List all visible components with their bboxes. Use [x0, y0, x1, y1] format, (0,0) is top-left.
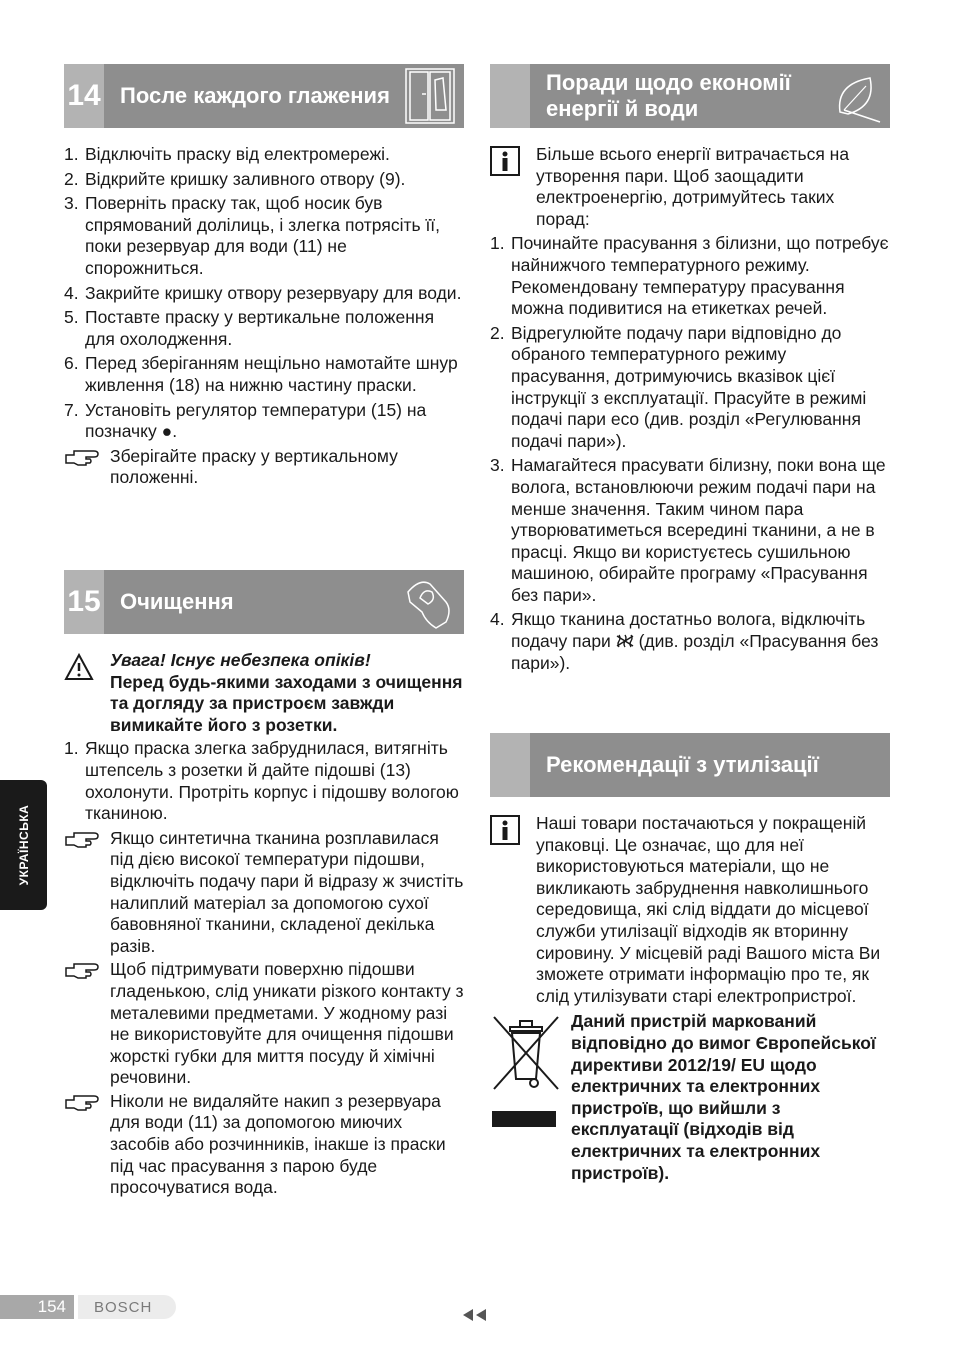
brand-label: BOSCH — [78, 1295, 176, 1319]
steps-list — [64, 144, 464, 443]
pointing-hand-icon — [64, 829, 100, 851]
note — [64, 1091, 464, 1199]
section-15-header — [64, 570, 464, 634]
list-item: 2. Відкрийте кришку заливного отвору (9). — [64, 168, 406, 189]
section-title: Поради щодо економії енергії й води — [546, 70, 791, 121]
note-text: Зберігайте праску у вертикальному положенні. — [110, 445, 398, 488]
list-item: 1. Якщо праска злегка забруднилася, витягніть штепсель з розетки й дайте підошві (13) охолонути. Протріть корпус і підошву вологою тканиною. — [64, 738, 459, 824]
section-title: Рекомендації з утилізації — [546, 752, 819, 777]
pointing-hand-icon — [64, 1092, 100, 1114]
note — [64, 446, 464, 489]
energy-header — [490, 64, 890, 128]
list-item: 1. Відключіть праску від електромережі. — [64, 144, 390, 164]
list-item: 7. Установіть регулятор температури (15) на позначку ●. — [64, 399, 427, 442]
leaf-icon — [826, 66, 886, 126]
steps-list — [490, 233, 890, 606]
disposal-header — [490, 733, 890, 797]
section-title: После каждого глажения — [120, 83, 390, 108]
section-15-body — [64, 650, 464, 1201]
weee-bin-icon — [490, 1013, 562, 1129]
list-item: 2. Відрегулюйте подачу пари відповідно до обраного температурного режиму прасування, дотримуючись вказівок цієї інструкції з експлуатації. Прасуйте в режимі подачі пари eco (див. розділ «Регулювання подачі пари»). — [490, 322, 867, 451]
info-block — [490, 144, 890, 230]
note-text: Ніколи не видаляйте накип з резервуара для води (11) за допомогою миючих засобів або розчинників, інакше із праски під час прасування з парою буде просочуватися вода. — [110, 1090, 446, 1198]
previous-page-icon[interactable] — [462, 1308, 488, 1322]
list-item: 1. Починайте прасування з білизни, що потребує найнижчого температурного режиму. Рекомендовану температуру прасування можна подивитися на етикетках речей. — [490, 233, 889, 319]
list-item: 6. Перед зберіганням нещільно намотайте шнур живлення (18) на нижню частину праски. — [64, 353, 458, 395]
list-item: 3. Поверніть праску так, щоб носик був спрямований долілиць, і злегка потрясіть її, поки резервуар для води (11) не спорожниться. — [64, 193, 441, 278]
info-icon — [490, 146, 520, 176]
note — [64, 959, 464, 1089]
energy-body — [490, 144, 890, 677]
steam-off-icon — [616, 633, 634, 649]
page-number: 154 — [0, 1295, 74, 1319]
warning-title: Увага! Існує небезпека опіків! — [110, 650, 371, 670]
weee-text: Даний пристрій маркований відповідно до вимог Європейської директиви 2012/19/ EU щодо електричних та електронних пристроїв, що вийшли з експлуатації (відходів від електричних та електронних пристроїв). — [571, 1011, 876, 1183]
info-text: Більше всього енергії витрачається на утворення пари. Щоб заощадити електроенергію, дотримуйтесь таких порад: — [536, 144, 850, 229]
section-number-blank — [490, 64, 530, 128]
info-icon — [490, 815, 520, 845]
weee-block — [490, 1011, 890, 1184]
notes-list — [64, 828, 464, 1199]
section-number-blank — [490, 733, 530, 797]
disposal-body — [490, 813, 890, 1184]
section-number: 14 — [64, 64, 104, 128]
pointing-hand-icon — [64, 960, 100, 982]
cleaning-hand-icon — [400, 572, 460, 632]
section-number: 15 — [64, 570, 104, 634]
language-tab: УКРАЇНСЬКА — [0, 780, 47, 910]
list-item: 4. Закрийте кришку отвору резервуару для води. — [64, 282, 462, 303]
section-14-body — [64, 144, 464, 491]
info-block — [490, 813, 890, 1007]
list-item: 3. Намагайтеся прасувати білизну, поки вона ще волога, встановлюючи режим подачі пари на менше значення. Таким чином пара утворюватиметься всередині тканини, а не в прасці. Якщо ви користуєтесь сушильною машиною, обирайте програму «Прасування без пари». — [490, 455, 886, 605]
list-item: 4. Якщо тканина достатньо волога, відключіть подачу пари (див. розділ «Прасування без пари»). — [490, 609, 879, 673]
section-title: Очищення — [120, 589, 234, 614]
info-text: Наші товари постачаються у покращеній упаковці. Це означає, що для неї використовуються матеріали, що не викликають забруднення навколишнього середовища, які слід віддати до місцевої служби утилізації відходів як вторинну сировину. У місцевій раді Вашого міста Ви зможете отримати інформацію про те, як слід утилізувати старі електропристрої. — [536, 813, 881, 1006]
note-text: Якщо синтетична тканина розплавилася під дією високої температури підошви, відключіть подачу пари й відразу ж зчистіть налиплий матеріал за допомогою сухої бавовняної тканини, складеної декілька разів. — [110, 827, 464, 956]
warning-text: Перед будь-якими заходами з очищення та догляду за пристроєм завжди вимикайте його з розетки. — [110, 671, 463, 735]
list-item: 5. Поставте праску у вертикальне положення для охолодження. — [64, 307, 435, 349]
note-text: Щоб підтримувати поверхню підошви гладенькою, слід уникати різкого контакту з металевими предметами. У жодному разі не використовуйте для очищення підошви жорсткі губки для миття посуду й хімічні речовини. — [110, 959, 464, 1088]
note — [64, 828, 464, 958]
warning-block — [64, 650, 464, 736]
section-14-header — [64, 64, 464, 128]
warning-icon — [64, 652, 94, 682]
pointing-hand-icon — [64, 447, 100, 469]
storage-icon — [400, 66, 460, 126]
